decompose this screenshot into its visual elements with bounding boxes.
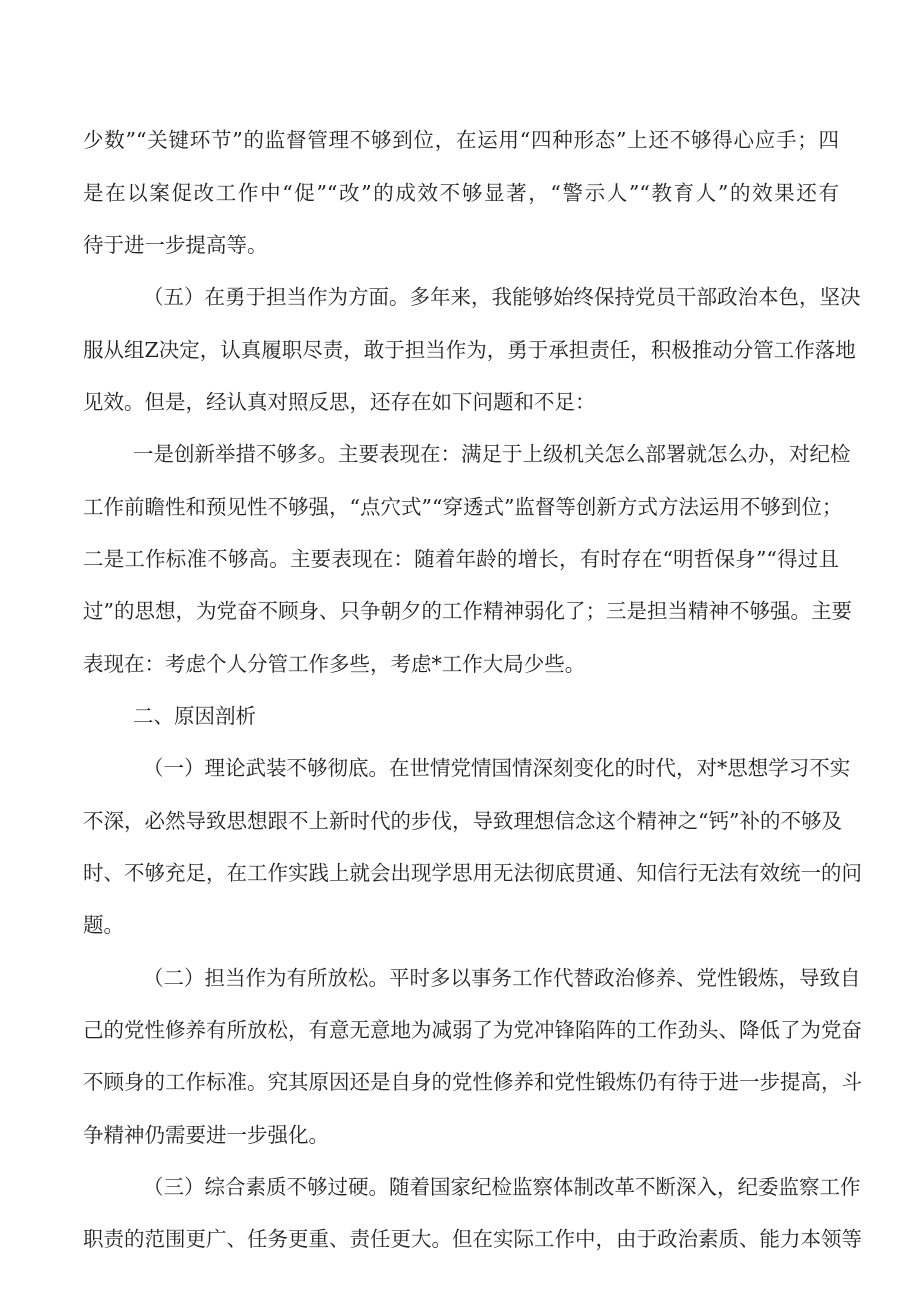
text-line: 一是创新举措不够多。主要表现在：满足于上级机关怎么部署就怎么办，对纪检 bbox=[133, 442, 851, 466]
text-line: 职责的范围更广、任务更重、责任更大。但在实际工作中，由于政治素质、能力本领等 bbox=[83, 1227, 862, 1251]
text-line: （一）理论武装不够彻底。在世情党情国情深刻变化的时代，对*思想学习不实 bbox=[143, 756, 851, 780]
text-line: 己的党性修养有所放松，有意无意地为减弱了为党冲锋陷阵的工作劲头、降低了为党奋 bbox=[83, 1018, 862, 1042]
text-line: 过”的思想，为党奋不顾身、只争朝夕的工作精神弱化了；三是担当精神不够强。主要 bbox=[83, 599, 852, 623]
text-line: （二）担当作为有所放松。平时多以事务工作代替政治修养、党性锻炼，导致自 bbox=[143, 966, 861, 990]
text-line: 争精神仍需要进一步强化。 bbox=[83, 1123, 329, 1147]
text-line: 服从组Z决定，认真履职尽责，敢于担当作为，勇于承担责任，积极推动分管工作落地 bbox=[83, 338, 856, 362]
text-line: 时、不够充足，在工作实践上就会出现学思用无法彻底贯通、知信行无法有效统一的问 bbox=[83, 861, 862, 885]
text-line: 表现在：考虑个人分管工作多些，考虑*工作大局少些。 bbox=[83, 652, 586, 676]
text-line: 待于进一步提高等。 bbox=[83, 233, 268, 257]
text-line: 少数”“关键环节”的监督管理不够到位，在运用“四种形态”上还不够得心应手；四 bbox=[83, 128, 839, 152]
text-line: （五）在勇于担当作为方面。多年来，我能够始终保持党员干部政治本色，坚决 bbox=[143, 285, 861, 309]
text-line: 是在以案促改工作中“促”“改”的成效不够显著，“警示人”“教育人”的效果还有 bbox=[83, 181, 839, 205]
text-line: 工作前瞻性和预见性不够强，“点穴式”“穿透式”监督等创新方式方法运用不够到位； bbox=[83, 495, 843, 519]
text-line: 见效。但是，经认真对照反思，还存在如下问题和不足： bbox=[83, 390, 596, 414]
text-line: 题。 bbox=[83, 913, 124, 937]
text-line: 不深，必然导致思想跟不上新时代的步伐，导致理想信念这个精神之“钙”补的不够及 bbox=[83, 809, 842, 833]
text-line: （三）综合素质不够过硬。随着国家纪检监察体制改革不断深入，纪委监察工作 bbox=[143, 1175, 861, 1199]
section-heading: 二、原因剖析 bbox=[133, 704, 256, 728]
text-line: 不顾身的工作标准。究其原因还是自身的党性修养和党性锻炼仍有待于进一步提高，斗 bbox=[83, 1070, 862, 1094]
text-line: 二是工作标准不够高。主要表现在：随着年龄的增长，有时存在“明哲保身”“得过且 bbox=[83, 547, 839, 571]
